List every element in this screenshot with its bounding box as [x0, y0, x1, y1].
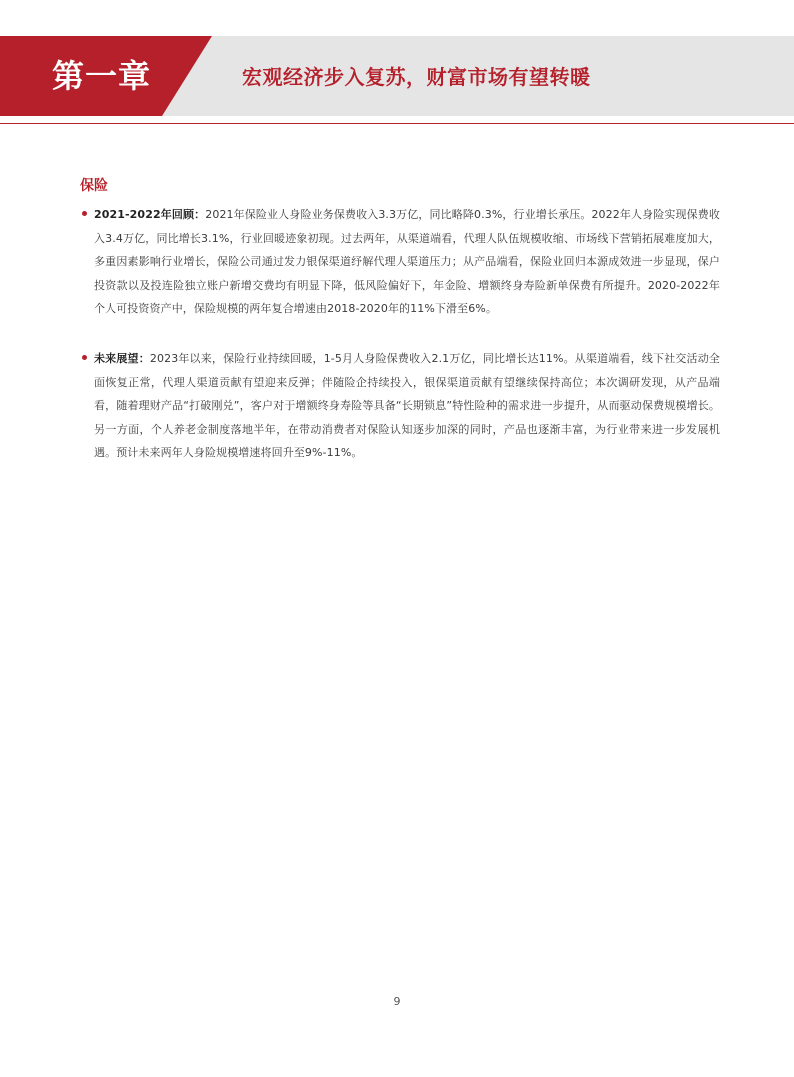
- bullet-review-label: 2021-2022年回顾：: [94, 208, 206, 221]
- page-number: 9: [393, 995, 401, 1008]
- bullet-dot-icon: [82, 211, 87, 216]
- chapter-title: 宏观经济步入复苏，财富市场有望转暖: [242, 65, 591, 89]
- bullet-outlook-label: 未来展望：: [94, 352, 150, 365]
- bullet-outlook-body: 2023年以来，保险行业持续回暖，1-5月人身险保费收入2.1万亿，同比增长达11%。从渠道端看，线下社交活动全面恢复正常，代理人渠道贡献有望迎来反弹；伴随险企持续投入，银保渠道贡献有望继续保持高位；本次调研发现，从产品端看，随着理财产品“打破刚兑”，客户对于增额终身寿险等具备“长期锁息”特性险种的需求进一步提升，从而驱动保费规模增长。另一方面，个人养老金制度落地半年，在带动消费者对保险认知逐步加深的同时，产品也逐渐丰富，为行业带来进一步发展机遇。预计未来两年人身险规模增速将回升至9%-11%。: [94, 352, 721, 459]
- header-divider: [0, 123, 794, 124]
- bullet-dot-icon: [82, 355, 87, 360]
- chapter-label: 第一章: [52, 57, 152, 95]
- bullet-review: [80, 203, 720, 321]
- bullet-outlook-text: [94, 347, 720, 465]
- bullet-outlook: [80, 347, 720, 465]
- bullet-review-body: 2021年保险业人身险业务保费收入3.3万亿，同比略降0.3%，行业增长承压。2022年人身险实现保费收入3.4万亿，同比增长3.1%，行业回暖迹象初现。过去两年，从渠道端看，代理人队伍规模收缩、市场线下营销拓展难度加大，多重因素影响行业增长，保险公司通过发力银保渠道纾解代理人渠道压力；从产品端看，保险业回归本源成效进一步显现，保户投资款以及投连险独立账户新增交费均有明显下降，低风险偏好下，年金险、增额终身寿险新单保费有所提升。2020-2022年个人可投资资产中，保险规模的两年复合增速由2018-2020年的11%下滑至6%。: [94, 208, 720, 315]
- section-heading: 保险: [80, 178, 108, 194]
- bullet-review-text: [94, 203, 720, 321]
